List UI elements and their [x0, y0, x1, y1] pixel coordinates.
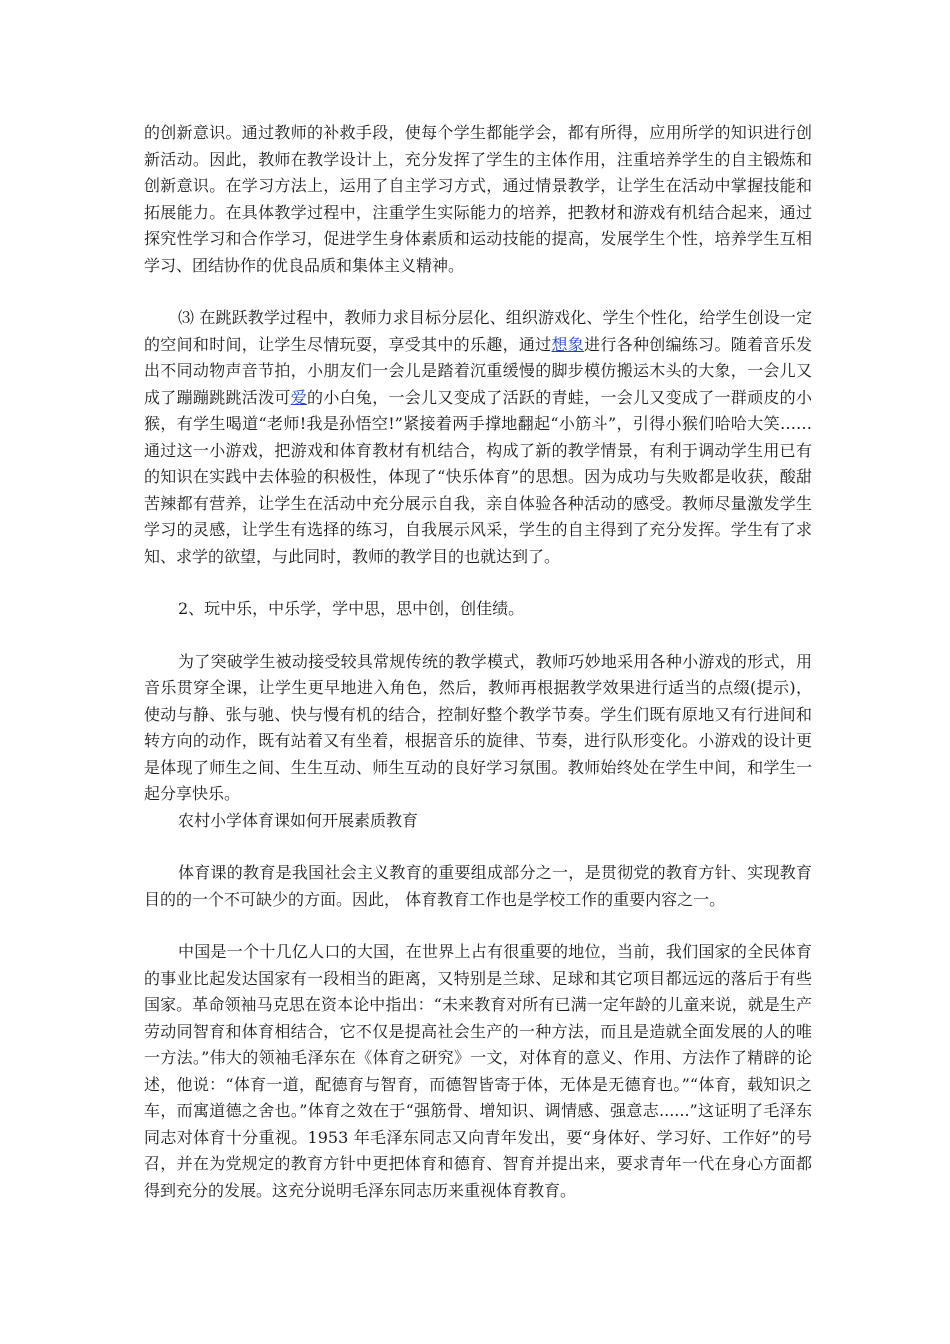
paragraph-5: 体育课的教育是我国社会主义教育的重要组成部分之一，是贯彻党的教育方针、实现教育目的的一个不可缺少的方面。因此， 体育教育工作也是学校工作的重要内容之一。 [144, 863, 812, 909]
section-heading-2: 2、玩中乐，中乐学，学中思，思中创，创佳绩。 [178, 599, 525, 618]
paragraph-2 [144, 305, 812, 570]
link-ai[interactable]: 爱 [290, 387, 308, 407]
article-title: 农村小学体育课如何开展素质教育 [178, 810, 419, 830]
paragraph-2-text-a: ⑶ 在跳跃教学过程中，教师力求目标分层化、组织游戏化、学生个性化，给学生创设一定的空间和时间，让学生尽情玩耍，享受其中的乐趣，通过 [144, 308, 812, 354]
document-page [144, 120, 812, 1204]
paragraph-6: 中国是一个十几亿人口的大国，在世界上占有很重要的地位，当前，我们国家的全民体育的事业比起发达国家有一段相当的距离，又特别是兰球、足球和其它项目都远远的落后于有些国家。革命领袖马克思在资本论中指出：“未来教育对所有已满一定年龄的儿童来说，就是生产劳动同智育和体育相结合，它不仅是提高社会生产的一种方法，而且是造就全面发展的人的唯一方法。”伟大的领袖毛泽东在《体育之研究》一文，对体育的意义、作用、方法作了精辟的论述，他说：“体育一道，配德育与智育，而德智皆寄于体，无体是无德育也。”“体育，载知识之车，而寓道德之舍也。”体育之效在于“强筋骨、增知识、调情感、强意志......”这证明了毛泽东同志对体育十分重视。1953 年毛泽东同志又向青年发出，要“身体好、学习好、工作好”的号召，并在为党规定的教育方针中更把体育和德育、智育并提出来，要求青年一代在身心方面都得到充分的发展。这充分说明毛泽东同志历来重视体育教育。 [144, 942, 812, 1200]
link-xiangxiang[interactable]: 想象 [551, 334, 585, 354]
paragraph-4: 为了突破学生被动接受较具常规传统的教学模式，教师巧妙地采用各种小游戏的形式，用音乐贯穿全课，让学生更早地进入角色，然后，教师再根据教学效果进行适当的点缀(提示)，使动与静、张与驰、快与慢有机的结合，控制好整个教学节奏。学生们既有原地又有行进间和转方向的动作，既有站着又有坐着，根据音乐的旋律、节奏，进行队形变化。小游戏的设计更是体现了师生之间、生生互动、师生互动的良好学习氛围。教师始终处在学生中间，和学生一起分享快乐。 [144, 651, 812, 803]
paragraph-2-text-c: 的小白兔，一会儿又变成了活跃的青蛙，一会儿又变成了一群顽皮的小猴，有学生喝道“老师!我是孙悟空!”紧接着两手撑地翻起“小筋斗”，引得小猴们哈哈大笑……通过这一小游戏，把游戏和体育教材有机结合，构成了新的教学情景，有利于调动学生用已有的知识在实践中去体验的积极性，体现了“快乐体育”的思想。因为成功与失败都是收获，酸甜苦辣都有营养，让学生在活动中充分展示自我，亲自体验各种活动的感受。教师尽量激发学生学习的灵感，让学生有选择的练习，自我展示风采，学生的自主得到了充分发挥。学生有了求知、求学的欲望，与此同时，教师的教学目的也就达到了。 [144, 387, 812, 566]
paragraph-2-text-b: 进行各种创编练习。随着音乐发出不同动物声音节拍，小朋友们一会儿是踏着沉重缓慢的脚步模仿搬运木头的大象，一会儿又成了蹦蹦跳跳活泼可 [144, 334, 812, 407]
paragraph-1: 的创新意识。通过教师的补救手段，使每个学生都能学会，都有所得，应用所学的知识进行创新活动。因此，教师在教学设计上，充分发挥了学生的主体作用，注重培养学生的自主锻炼和创新意识。在学习方法上，运用了自主学习方式，通过情景教学，让学生在活动中掌握技能和拓展能力。在具体教学过程中，注重学生实际能力的培养，把教材和游戏有机结合起来，通过探究性学习和合作学习，促进学生身体素质和运动技能的提高，发展学生个性，培养学生互相学习、团结协作的优良品质和集体主义精神。 [144, 123, 812, 275]
